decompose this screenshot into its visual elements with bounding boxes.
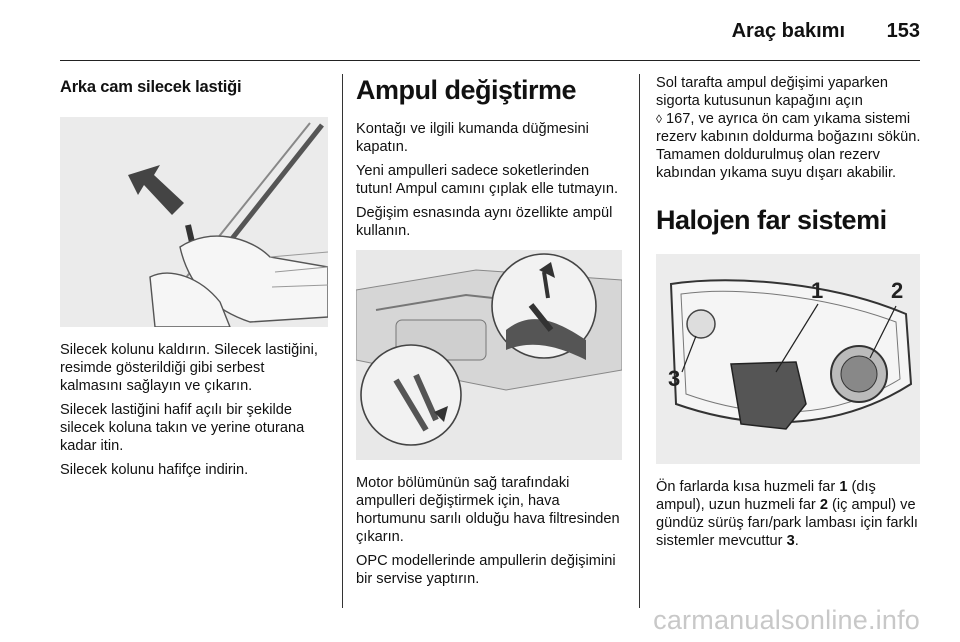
left-column (60, 74, 328, 485)
column-divider-1 (342, 74, 343, 608)
page-number: 153 (886, 20, 920, 42)
engine-bay-illustration (356, 250, 622, 460)
desc-ref-2: 2 (819, 497, 828, 513)
page-header (60, 14, 920, 61)
desc-text-1: Ön farlarda kısa huzmeli far (656, 479, 840, 495)
page-reference[interactable] (656, 111, 690, 127)
wiper-heading: Arka cam silecek lastiği (60, 78, 242, 96)
fuse-box-text (656, 74, 924, 182)
fuse-box-text-end: , ve ayrıca ön cam yıkama sistemi rezerv kabının doldurma boğazını sökün. Tamamen doldurulmuş olan rezerv kabından yıkama suyu dışarı akabilir. (656, 111, 921, 181)
headlamp-illustration (656, 254, 920, 464)
middle-column (356, 74, 622, 594)
section-title: Araç bakımı (731, 20, 845, 42)
bulb-text-3: Değişim esnasında aynı özellikte ampül kullanın. (356, 205, 613, 239)
halogen-description (656, 478, 924, 550)
page-ref-icon: ◊ (656, 112, 662, 126)
right-column (656, 74, 924, 556)
desc-ref-3: 3 (786, 533, 795, 549)
label-2: 2 (891, 278, 904, 303)
wiper-illustration (60, 117, 328, 327)
bulb-text-5: OPC modellerinde ampullerin değişimini bir servise yaptırın. (356, 553, 616, 587)
wiper-step-3: Silecek kolunu hafifçe indirin. (60, 462, 249, 478)
wiper-step-2: Silecek lastiğini hafif açılı bir şekilde silecek koluna takın ve yerine oturana kadar itin. (60, 402, 305, 454)
desc-text-4: . (794, 533, 799, 549)
bulb-text-2: Yeni ampulleri sadece soketlerinden tutun! Ampul camını çıplak elle tutmayın. (356, 163, 619, 197)
bulb-text-4: Motor bölümünün sağ tarafındaki ampulleri değiştirmek için, hava hortumunu sarılı olduğu hava filtresinden çıkarın. (356, 475, 620, 545)
bulb-text-1: Kontağı ve ilgili kumanda düğmesini kapatın. (356, 121, 589, 155)
fuse-box-text-start: Sol tarafta ampul değişimi yaparken sigorta kutusunun kapağını açın (656, 75, 888, 109)
label-1: 1 (811, 278, 824, 303)
desc-text-2: (dış ampul), uzun huzmeli far (656, 479, 876, 513)
desc-ref-1: 1 (839, 479, 848, 495)
halogen-heading: Halojen far sistemi (656, 205, 887, 235)
watermark: carmanualsonline.info (653, 605, 920, 635)
bulb-heading: Ampul değiştirme (356, 75, 577, 105)
desc-text-3: (iç ampul) ve gündüz sürüş farı/park lambası için farklı sistemler mevcuttur (656, 497, 918, 549)
wiper-step-1: Silecek kolunu kaldırın. Silecek lastiğini, resimde gösterildiği gibi serbest kalmasını sağlayın ve çıkarın. (60, 342, 318, 394)
label-3: 3 (668, 366, 681, 391)
column-divider-2 (639, 74, 640, 608)
page-ref-number: 167 (666, 111, 691, 127)
